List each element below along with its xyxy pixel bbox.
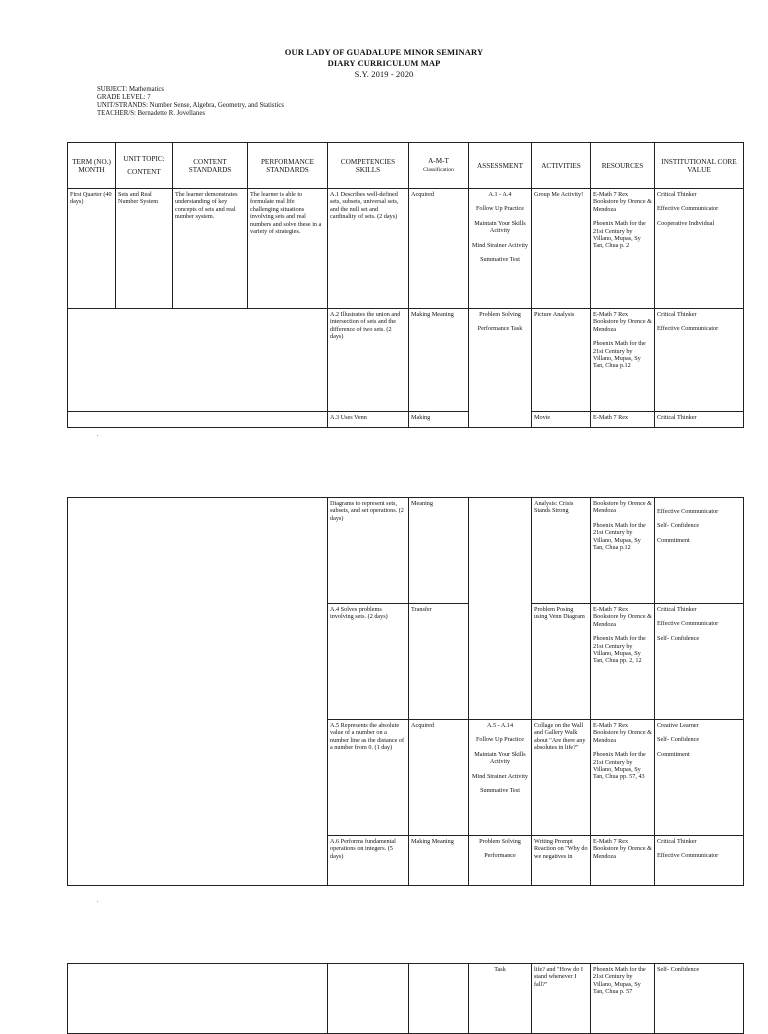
merged-empty-cell <box>68 309 328 412</box>
core-value-cell: Self- Confidence <box>655 964 744 1034</box>
core-value-cell: Critical Thinker Effective Communicator <box>655 309 744 412</box>
merged-empty-cell <box>68 498 328 886</box>
resources-cell: E-Math 7 Rex Bookstore by Orence & Mendoza Phoenix Math for the 21st Century by Villano, Mupas, Sy Tan, Chua pp. 2, 12 <box>591 604 655 720</box>
competency-cell: Diagrams to represent sets, subsets, and set operations. (2 days) <box>328 498 409 604</box>
merged-empty-cell <box>68 412 328 428</box>
competency-cell: A.3 Uses Venn <box>328 412 409 428</box>
competency-cell <box>328 964 409 1034</box>
table-row <box>68 964 744 1034</box>
page-mark: . <box>97 432 99 438</box>
core-value-cell: Critical Thinker Effective Communicator Self- Confidence <box>655 604 744 720</box>
col-performance-standards: PERFORMANCE STANDARDS <box>248 143 328 189</box>
grade-line: GRADE LEVEL: 7 <box>97 94 151 101</box>
resources-cell: E-Math 7 Rex Bookstore by Orence & Mendoza Phoenix Math for the 21st Century by Villano, Mupas, Sy Tan, Chua p.12 <box>591 309 655 412</box>
amt-cell: Transfer <box>409 604 469 720</box>
amt-cell: Meaning <box>409 498 469 604</box>
resources-cell: Phoenix Math for the 21st Century by Villano, Mupas, Sy Tan, Chua p. 57 <box>591 964 655 1034</box>
col-competencies: COMPETENCIES SKILLS <box>328 143 409 189</box>
teacher-line: TEACHER/S: Bernadette R. Jovellanes <box>97 110 205 117</box>
competency-cell: A.6 Performs fundamental operations on integers. (5 days) <box>328 836 409 886</box>
col-amt: A-M-T Classification <box>409 143 469 189</box>
activities-cell: Analysis: Crisis Stands Strong <box>532 498 591 604</box>
col-core-value: INSTITUTIONAL CORE VALUE <box>655 143 744 189</box>
activities-cell: Group Me Activity! <box>532 189 591 309</box>
assessment-cell: A.5 - A.14 Follow Up Practice Maintain Your Skills Activity Mind Strainer Activity Summative Test <box>469 720 532 836</box>
table-row <box>68 498 744 604</box>
activities-cell: Writing Prompt Reaction on "Why do we negatives in <box>532 836 591 886</box>
col-unit-topic: UNIT TOPIC: CONTENT <box>116 143 173 189</box>
assessment-cell: Problem Solving Performance Task <box>469 309 532 428</box>
amt-cell: Acquired <box>409 720 469 836</box>
core-value-cell: Effective Communicator Self- Confidence Commitment <box>655 498 744 604</box>
col-assessment: ASSESSMENT <box>469 143 532 189</box>
document-title: DIARY CURRICULUM MAP <box>327 58 441 68</box>
page-mark: . <box>97 898 99 904</box>
content-cell: Sets and Real Number System <box>116 189 173 309</box>
header-row <box>68 143 744 189</box>
resources-cell: E-Math 7 Rex Bookstore by Orence & Mendoza Phoenix Math for the 21st Century by Villano, Mupas, Sy Tan, Chua pp. 57, 43 <box>591 720 655 836</box>
resources-cell: E-Math 7 Rex Bookstore by Orence & Mendoza <box>591 836 655 886</box>
competency-cell: A.2 Illustrates the union and intersection of sets and the difference of two sets. (2 days) <box>328 309 409 412</box>
col-activities: ACTIVITIES <box>532 143 591 189</box>
assessment-cell: Task <box>469 964 532 1034</box>
resources-cell: E-Math 7 Rex Bookstore by Orence & Mendoza Phoenix Math for the 21st Century by Villano, Mupas, Sy Tan, Chua p. 2 <box>591 189 655 309</box>
core-value-cell: Critical Thinker Effective Communicator Cooperative Individual <box>655 189 744 309</box>
term-cell: First Quarter (40 days) <box>68 189 116 309</box>
competency-cell: A.4 Solves problems involving sets. (2 days) <box>328 604 409 720</box>
activities-cell: life? and "How do I stand whenever I fall?" <box>532 964 591 1034</box>
curriculum-table-page-3 <box>67 963 744 1034</box>
col-content-standards: CONTENT STANDARDS <box>173 143 248 189</box>
col-term: TERM (NO.) MONTH <box>68 143 116 189</box>
amt-cell: Making Meaning <box>409 836 469 886</box>
subject-line: SUBJECT: Mathematics <box>97 86 165 93</box>
amt-cell: Making Meaning <box>409 309 469 412</box>
table-row <box>68 189 744 309</box>
assessment-cell: Problem Solving Performance <box>469 836 532 886</box>
strands-line: UNIT/STRANDS: Number Sense, Algebra, Geometry, and Statistics <box>97 102 285 109</box>
activities-cell: Problem Posing using Venn Diagram <box>532 604 591 720</box>
content-standard-cell: The learner demonstrates understanding of key concepts of sets and real number system. <box>173 189 248 309</box>
table-row <box>68 412 744 428</box>
competency-cell: A.1 Describes well-defined sets, subsets, universal sets, and the null set and cardinality of sets. (2 days) <box>328 189 409 309</box>
amt-cell: Acquired <box>409 189 469 309</box>
school-year: S.Y. 2019 - 2020 <box>354 69 414 79</box>
assessment-cell <box>469 498 532 720</box>
amt-cell <box>409 964 469 1034</box>
activities-cell: Picture Analysis <box>532 309 591 412</box>
curriculum-table-page-2 <box>67 497 744 886</box>
performance-standard-cell: The learner is able to formulate real life challenging situations involving sets and real numbers and solve these in a variety of strategies. <box>248 189 328 309</box>
resources-cell: E-Math 7 Rex <box>591 412 655 428</box>
school-name: OUR LADY OF GUADALUPE MINOR SEMINARY <box>284 47 484 57</box>
col-resources: RESOURCES <box>591 143 655 189</box>
curriculum-table-page-1 <box>67 142 744 428</box>
activities-cell: Movie <box>532 412 591 428</box>
assessment-cell: A.1 - A.4 Follow Up Practice Maintain Your Skills Activity Mind Strainer Activity Summative Test <box>469 189 532 309</box>
core-value-cell: Critical Thinker <box>655 412 744 428</box>
activities-cell: Collage on the Wall and Gallery Walk about "Are there any absolutes in life?" <box>532 720 591 836</box>
competency-cell: A.5 Represents the absolute value of a number on a number line as the distance of a number from 0. (1 day) <box>328 720 409 836</box>
core-value-cell: Creative Learner Self- Confidence Commitment <box>655 720 744 836</box>
resources-cell: Bookstore by Orence & Mendoza Phoenix Math for the 21st Century by Villano, Mupas, Sy Tan, Chua p.12 <box>591 498 655 604</box>
merged-empty-cell <box>68 964 328 1034</box>
core-value-cell: Critical Thinker Effective Communicator <box>655 836 744 886</box>
amt-cell: Making <box>409 412 469 428</box>
table-row <box>68 309 744 412</box>
